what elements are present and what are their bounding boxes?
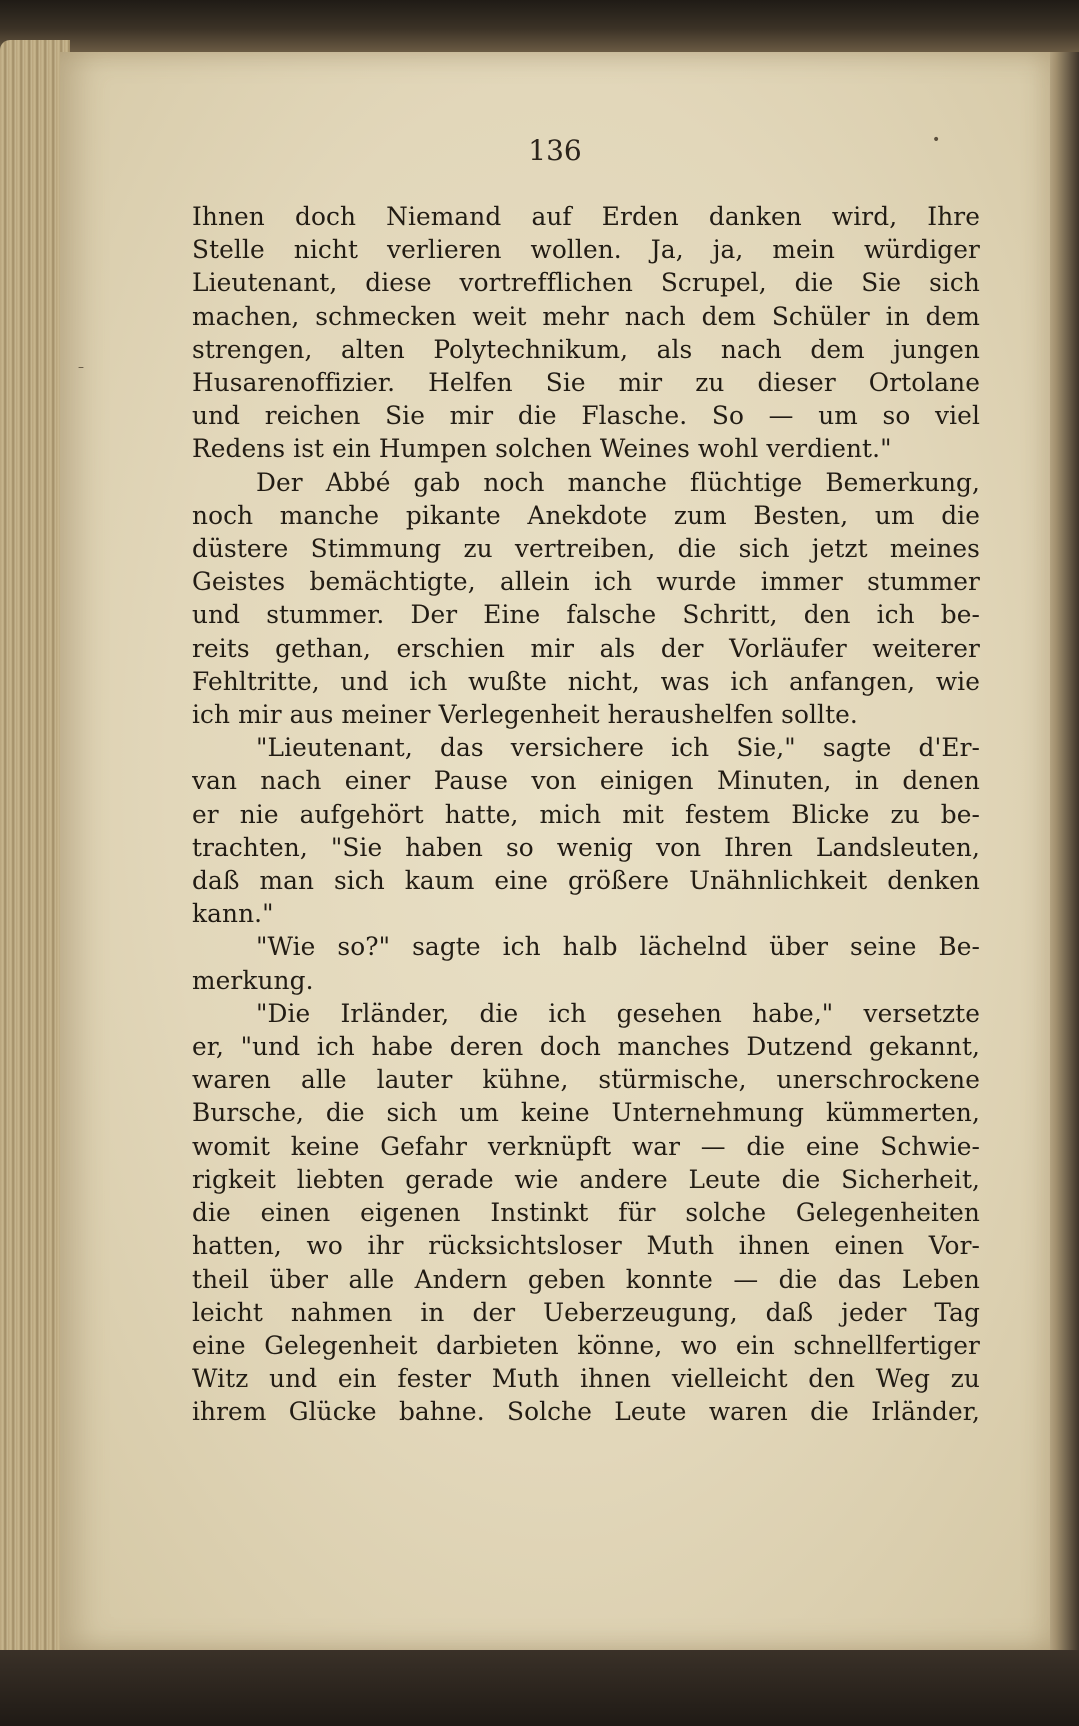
margin-mark: – — [78, 360, 84, 374]
text-line: hatten, wo ihr rücksichtsloser Muth ihnen einen Vor- — [192, 1231, 980, 1261]
text-line: Ihnen doch Niemand auf Erden danken wird, Ihre — [192, 202, 980, 231]
text-line: Husarenoffizier. Helfen Sie mir zu dieser Ortolane — [192, 368, 980, 398]
text-line: Lieutenant, diese vortrefflichen Scrupel, die Sie sich — [192, 268, 980, 298]
body-text — [192, 200, 980, 1429]
text-line: eine Gelegenheit darbieten könne, wo ein schnellfertiger — [192, 1330, 980, 1360]
text-line: Geistes bemächtigte, allein ich wurde immer stummer — [192, 567, 980, 597]
text-line: Redens ist ein Humpen solchen Weines wohl verdient." — [192, 434, 892, 464]
text-line: rigkeit liebten gerade wie andere Leute die Sicherheit, — [192, 1164, 980, 1194]
text-line: Stelle nicht verlieren wollen. Ja, ja, mein würdiger — [192, 235, 980, 265]
text-line: "Wie so?" sagte ich halb lächelnd über seine Be- — [256, 932, 980, 962]
text-line: Witz und ein fester Muth ihnen vielleicht den Weg zu — [192, 1364, 980, 1394]
text-line: womit keine Gefahr verknüpft war — die eine Schwie- — [192, 1131, 980, 1161]
text-line: er nie aufgehört hatte, mich mit festem Blicke zu be- — [192, 799, 980, 829]
text-line: ihrem Glücke bahne. Solche Leute waren die Irländer, — [192, 1397, 980, 1427]
text-line: reits gethan, erschien mir als der Vorläufer weiterer — [192, 633, 980, 663]
text-line: waren alle lauter kühne, stürmische, unerschrockene — [192, 1065, 980, 1095]
text-line: "Die Irländer, die ich gesehen habe," versetzte — [256, 998, 980, 1028]
text-line: Fehltritte, und ich wußte nicht, was ich anfangen, wie — [192, 666, 980, 696]
text-line: strengen, alten Polytechnikum, als nach dem jungen — [192, 334, 980, 364]
text-line: leicht nahmen in der Ueberzeugung, daß jeder Tag — [192, 1297, 980, 1327]
text-line: ich mir aus meiner Verlegenheit heraushelfen sollte. — [192, 700, 858, 730]
ink-speck: • — [932, 132, 941, 148]
text-line: machen, schmecken weit mehr nach dem Schüler in dem — [192, 301, 980, 331]
text-line: merkung. — [192, 965, 314, 995]
text-line: er, "und ich habe deren doch manches Dutzend gekannt, — [192, 1032, 980, 1062]
text-line: und reichen Sie mir die Flasche. So — um so viel — [192, 401, 980, 431]
page-number: 136 — [528, 134, 582, 167]
text-line: daß man sich kaum eine größere Unähnlichkeit denken — [192, 866, 980, 896]
text-line: die einen eigenen Instinkt für solche Gelegenheiten — [192, 1198, 980, 1228]
text-line: "Lieutenant, das versichere ich Sie," sagte d'Er- — [256, 733, 980, 763]
text-line: noch manche pikante Anekdote zum Besten, um die — [192, 500, 980, 530]
text-line: kann." — [192, 899, 274, 929]
text-line: theil über alle Andern geben konnte — die das Leben — [192, 1264, 980, 1294]
text-line: Der Abbé gab noch manche flüchtige Bemerkung, — [256, 467, 980, 497]
text-line: und stummer. Der Eine falsche Schritt, den ich be- — [192, 600, 980, 630]
book-bottom-edge — [0, 1650, 1079, 1726]
text-line: Bursche, die sich um keine Unternehmung kümmerten, — [192, 1098, 980, 1128]
text-line: düstere Stimmung zu vertreiben, die sich jetzt meines — [192, 534, 980, 564]
book-top-edge — [0, 0, 1079, 52]
text-line: trachten, "Sie haben so wenig von Ihren Landsleuten, — [192, 832, 980, 862]
text-line: van nach einer Pause von einigen Minuten, in denen — [192, 766, 980, 796]
book-page — [60, 52, 1050, 1650]
